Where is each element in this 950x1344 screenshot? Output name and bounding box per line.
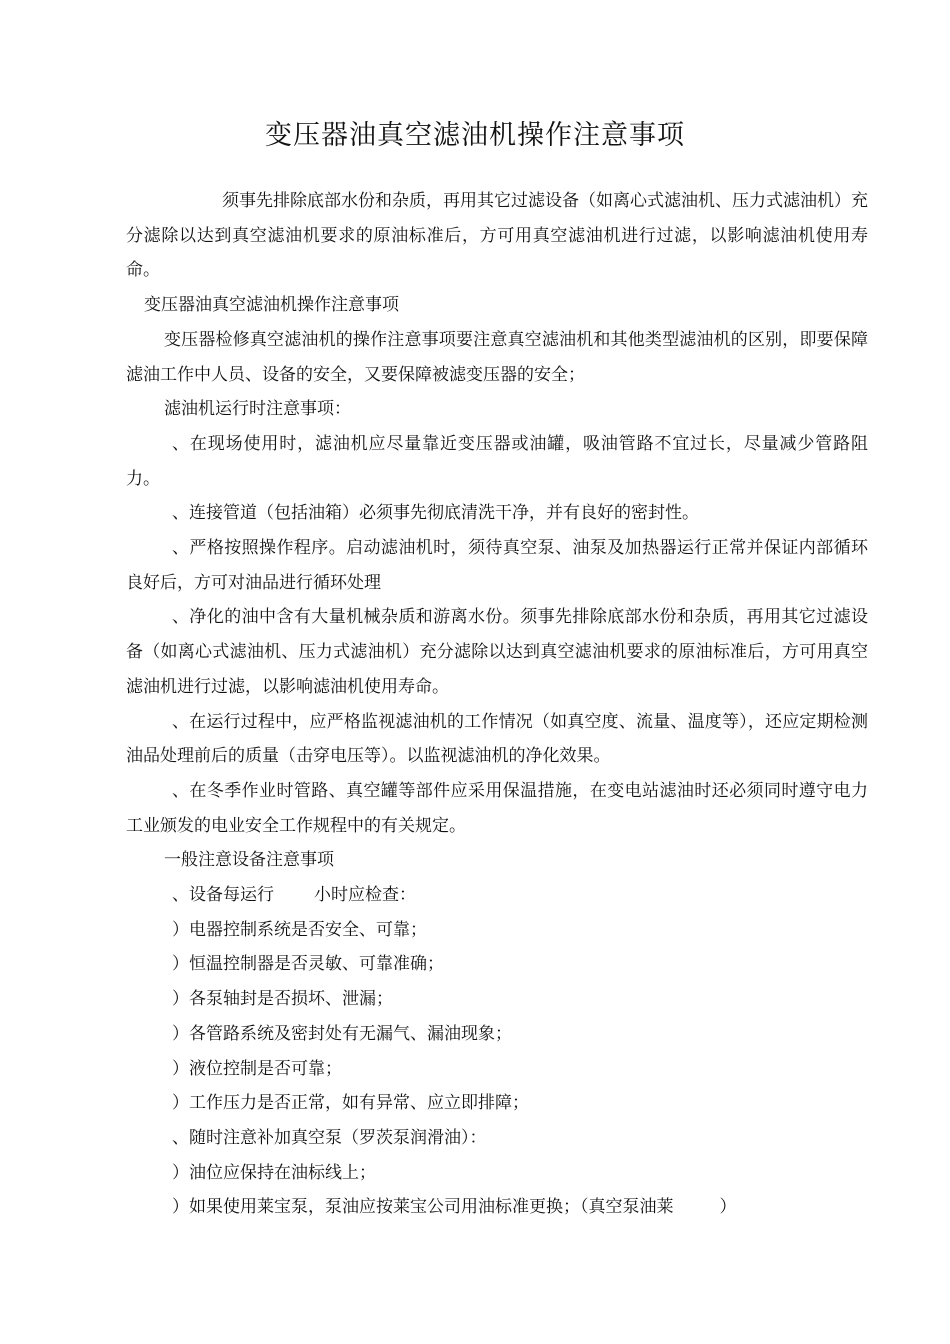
paragraph: 、净化的油中含有大量机械杂质和游离水份。须事先排除底部水份和杂质，再用其它过滤设备（如离心式滤油机、压力式滤油机）充分滤除以达到真空滤油机要求的原油标准后，方可用真空滤油机进行过滤，以影响滤油机使用寿命。: [126, 607, 868, 697]
paragraph-heading: 变压器油真空滤油机操作注意事项: [144, 295, 399, 316]
paragraph: 、严格按照操作程序。启动滤油机时，须待真空泵、油泵及加热器运行正常并保证内部循环良好后，方可对油品进行循环处理: [126, 538, 868, 593]
paragraph: 、在运行过程中，应严格监视滤油机的工作情况（如真空度、流量、温度等），还应定期检测油品处理前后的质量（击穿电压等）。以监视滤油机的净化效果。: [126, 711, 868, 767]
paragraph: 变压器检修真空滤油机的操作注意事项要注意真空滤油机和其他类型滤油机的区别，即要保障滤油工作中人员、设备的安全，又要保障被滤变压器的安全；: [126, 329, 868, 385]
paragraph: 、在冬季作业时管路、真空罐等部件应采用保温措施，在变电站滤油时还必须同时遵守电力工业颁发的电业安全工作规程中的有关规定。: [126, 780, 868, 836]
list-item: ）电器控制系统是否安全、可靠；: [172, 919, 427, 940]
list-item: ）恒温控制器是否灵敏、可靠准确；: [172, 954, 444, 975]
list-item: ）各泵轴封是否损坏、泄漏；: [172, 989, 393, 1010]
check-line-after: 小时应检查：: [314, 885, 416, 906]
paragraph: 须事先排除底部水份和杂质，再用其它过滤设备（如离心式滤油机、压力式滤油机）充分滤除以达到真空滤油机要求的原油标准后，方可用真空滤油机进行过滤，以影响滤油机使用寿命。: [126, 191, 868, 281]
last-line-before: ）如果使用莱宝泵，泵油应按莱宝公司用油标准更换；（真空泵油莱: [172, 1197, 674, 1218]
list-item: 、随时注意补加真空泵（罗茨泵润滑油）：: [172, 1127, 487, 1148]
paragraph-heading: 滤油机运行时注意事项：: [164, 399, 351, 420]
document-body: [126, 184, 868, 1225]
list-item: ）各管路系统及密封处有无漏气、漏油现象；: [172, 1023, 512, 1044]
paragraph: 、连接管道（包括油箱）必须事先彻底清洗干净，并有良好的密封性。: [172, 503, 699, 524]
list-item: ）工作压力是否正常，如有异常、应立即排障；: [172, 1093, 529, 1114]
last-list-item: [126, 1190, 868, 1225]
list-item: ）油位应保持在油标线上；: [172, 1162, 376, 1183]
check-interval-line: [126, 878, 868, 913]
check-line-before: 、设备每运行: [172, 885, 274, 906]
document-title: 变压器油真空滤油机操作注意事项: [265, 120, 685, 151]
paragraph: 、在现场使用时，滤油机应尽量靠近变压器或油罐，吸油管路不宜过长，尽量减少管路阻力。: [126, 433, 868, 489]
list-item: ）液位控制是否可靠；: [172, 1058, 342, 1079]
last-line-after: ）: [719, 1197, 737, 1218]
paragraph-heading: 一般注意设备注意事项: [164, 850, 334, 871]
